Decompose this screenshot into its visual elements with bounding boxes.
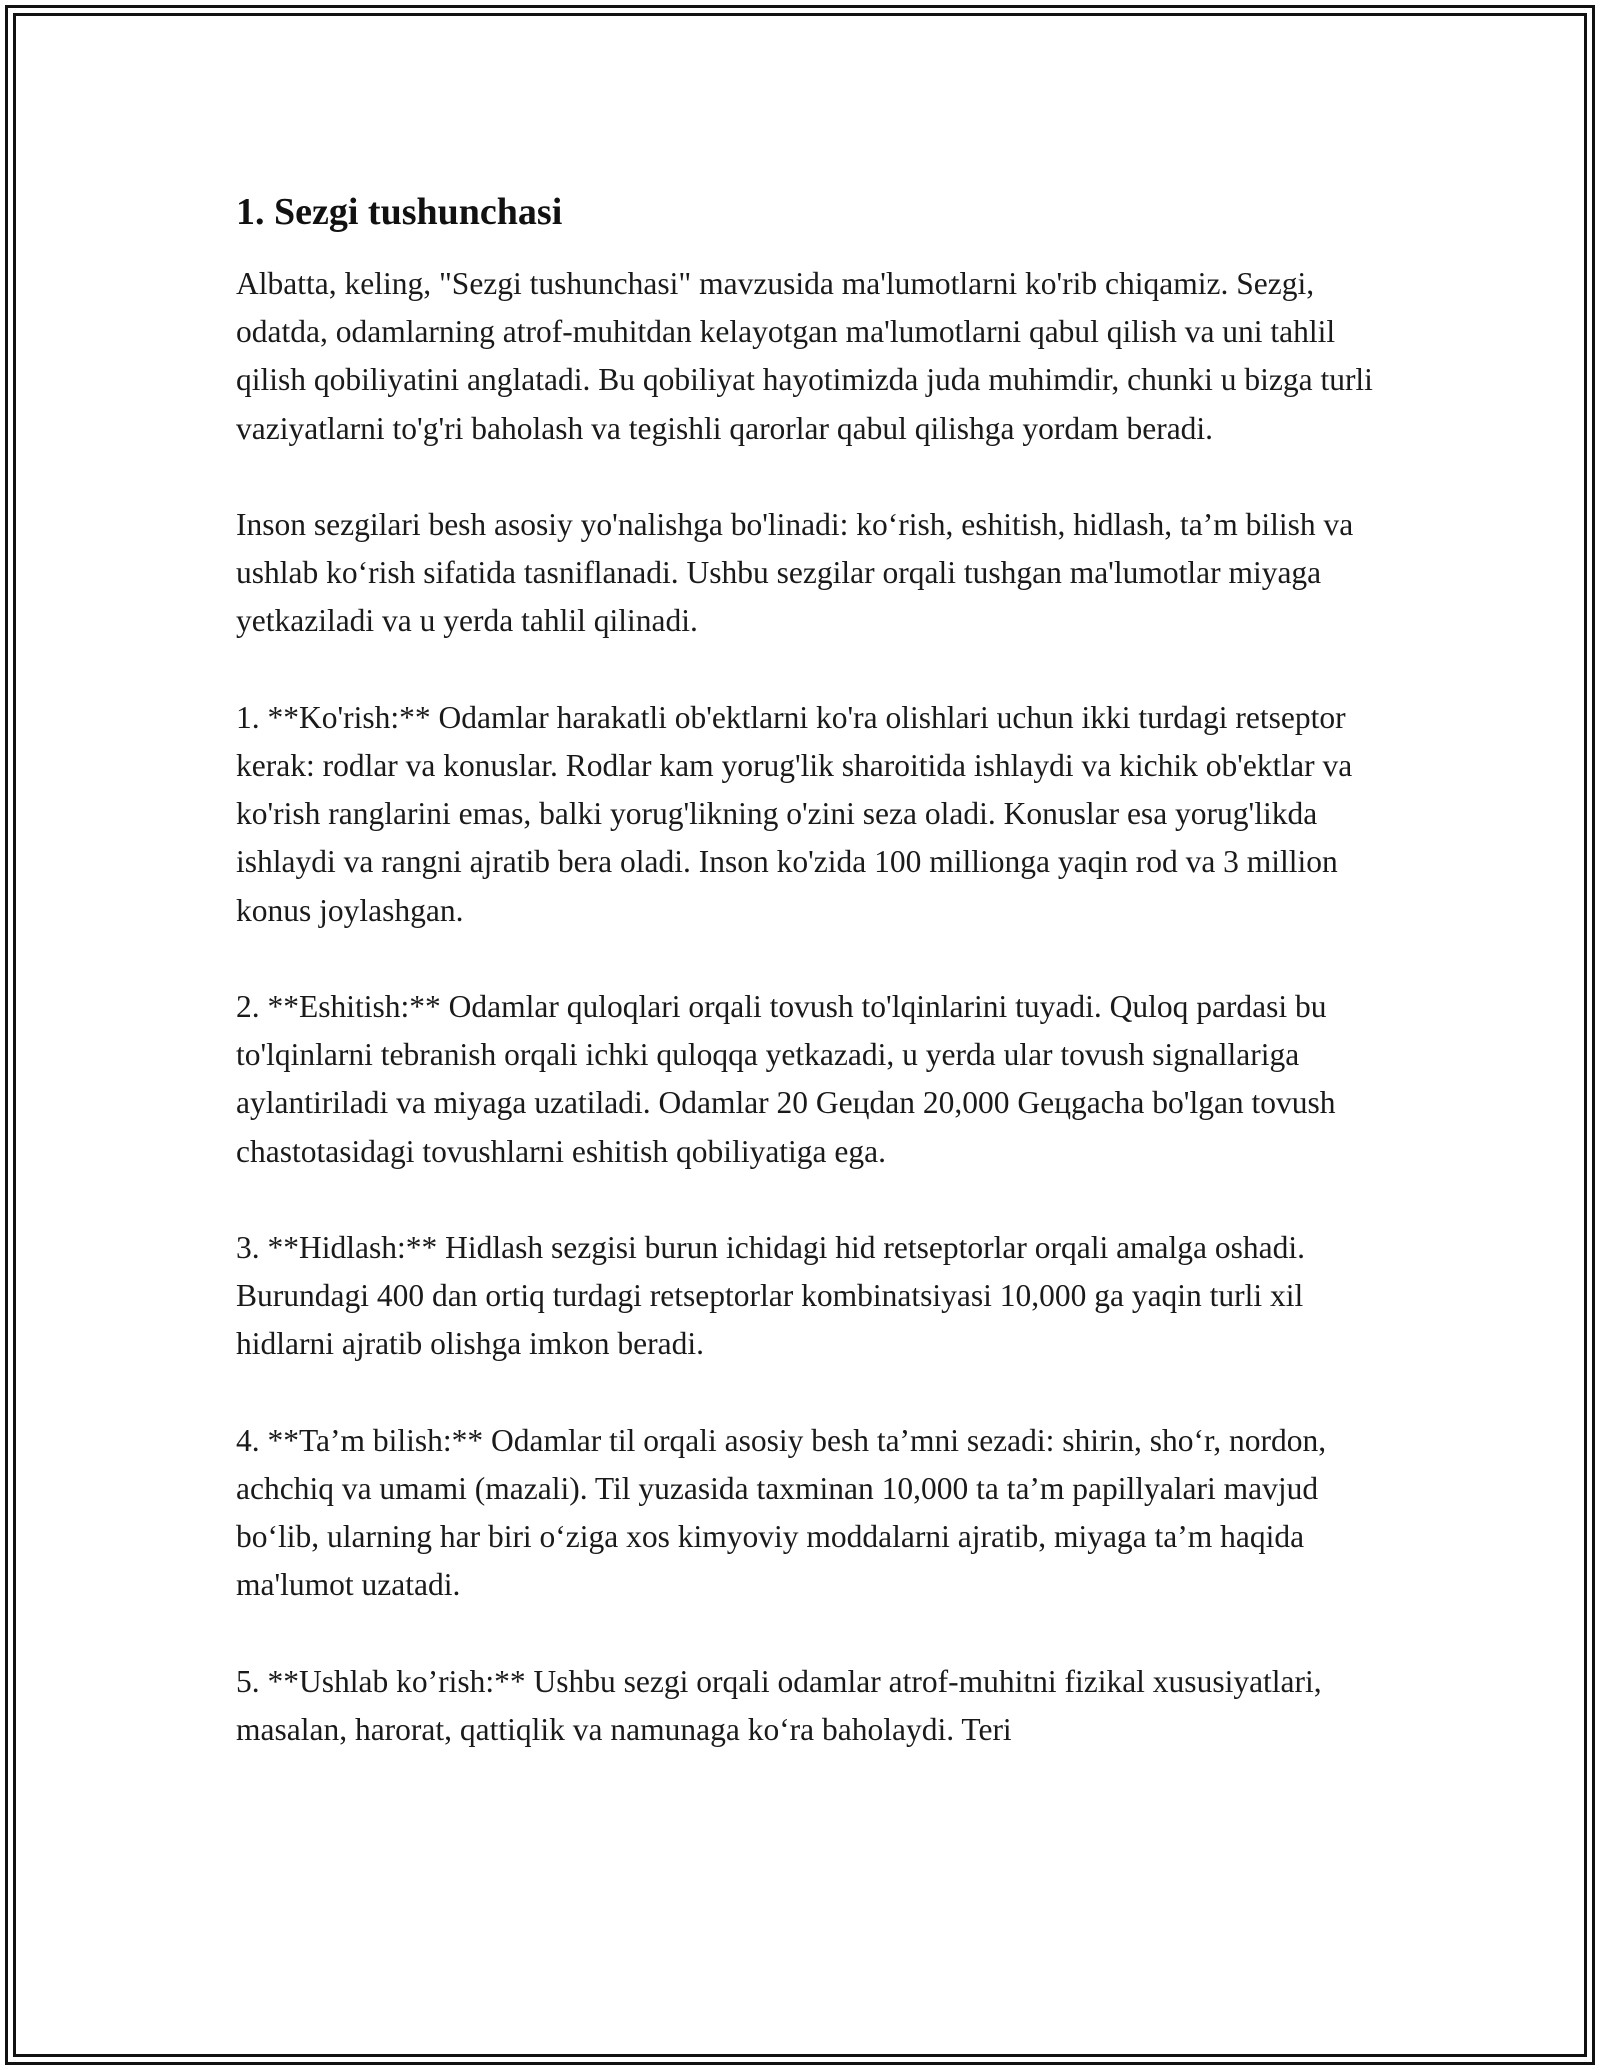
- paragraph-hearing: 2. **Eshitish:** Odamlar quloqlari orqali tovush to'lqinlarini tuyadi. Quloq pardasi bu to'lqinlarni tebranish orqali ichki quloqqa yetkazadi, u yerda ular tovush signallariga aylantiriladi va miyaga uzatiladi. Odamlar 20 Geцdan 20,000 Geцgacha bo'lgan tovush chastotasidagi tovushlarni eshitish qobiliyatiga ega.: [236, 989, 1336, 1169]
- document-body: [236, 188, 1396, 1802]
- paragraph-senses-overview: Inson sezgilari besh asosiy yo'nalishga bo'linadi: ko‘rish, eshitish, hidlash, ta’m bilish va ushlab ko‘rish sifatida tasniflanadi. Ushbu sezgilar orqali tushgan ma'lumotlar miyaga yetkaziladi va u yerda tahlil qilinadi.: [236, 507, 1354, 639]
- paragraph-intro: Albatta, keling, "Sezgi tushunchasi" mavzusida ma'lumotlarni ko'rib chiqamiz. Sezgi, odatda, odamlarning atrof-muhitdan kelayotgan ma'lumotlarni qabul qilish va uni tahlil qilish qobiliyatini anglatadi. Bu qobiliyat hayotimizda juda muhimdir, chunki u bizga turli vaziyatlarni to'g'ri baholash va tegishli qarorlar qabul qilishga yordam beradi.: [236, 266, 1373, 446]
- paragraph-touch: 5. **Ushlab ko’rish:** Ushbu sezgi orqali odamlar atrof-muhitni fizikal xususiyatlari, masalan, harorat, qattiqlik va namunaga ko‘ra baholaydi. Teri: [236, 1663, 1322, 1747]
- document-title: 1. Sezgi tushunchasi: [236, 191, 563, 233]
- paragraph-smell: 3. **Hidlash:** Hidlash sezgisi burun ichidagi hid retseptorlar orqali amalga oshadi. Burundagi 400 dan ortiq turdagi retseptorlar kombinatsiyasi 10,000 ga yaqin turli xil hidlarni ajratib olishga imkon beradi.: [236, 1230, 1306, 1362]
- paragraph-taste: 4. **Ta’m bilish:** Odamlar til orqali asosiy besh ta’mni sezadi: shirin, sho‘r, nordon, achchiq va umami (mazali). Til yuzasida taxminan 10,000 ta ta’m papillyalari mavjud bo‘lib, ularning har biri o‘ziga xos kimyoviy moddalarni ajratib, miyaga ta’m haqida ma'lumot uzatadi.: [236, 1422, 1327, 1603]
- paragraph-sight: 1. **Ko'rish:** Odamlar harakatli ob'ektlarni ko'ra olishlari uchun ikki turdagi retseptor kerak: rodlar va konuslar. Rodlar kam yorug'lik sharoitida ishlaydi va kichik ob'ektlar va ko'rish ranglarini emas, balki yorug'likning o'zini seza oladi. Konuslar esa yorug'likda ishlaydi va rangni ajratib bera oladi. Inson ko'zida 100 millionga yaqin rod va 3 million konus joylashgan.: [236, 699, 1353, 928]
